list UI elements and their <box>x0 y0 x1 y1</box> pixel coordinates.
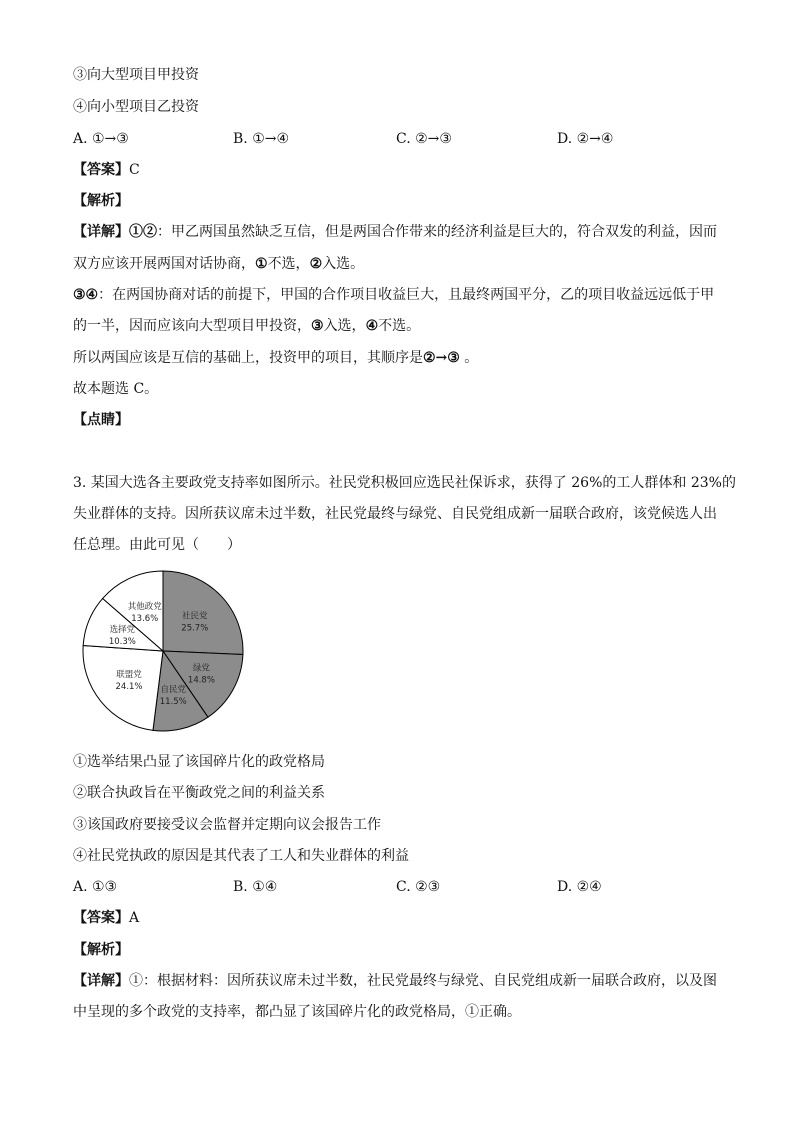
pie-label-5: 其他政党 <box>127 601 162 612</box>
q3-detail-tag: 【详解】 <box>73 973 129 989</box>
pie-value-label-3: 24.1% <box>115 681 143 692</box>
detail2-line2c: 入选， <box>323 318 366 334</box>
detail-paragraph-1 <box>73 222 717 242</box>
choice-d: D. ②→④ <box>557 131 614 147</box>
choice-a: A. ①→③ <box>73 131 129 147</box>
q3-answer-value: A <box>129 910 140 926</box>
conclusion-c: 。 <box>459 350 479 366</box>
conclusion-a: 所以两国应该是互信的基础上，投资甲的项目，其顺序是 <box>73 350 423 366</box>
detail1-line2c: 不选， <box>267 256 310 272</box>
party-support-pie-chart <box>78 568 248 734</box>
detail2-text: ：在两国协商对话的前提下，甲国的合作项目收益巨大，且最终两国平分，乙的项目收益远远低于甲 <box>98 287 715 303</box>
conclusion-b: ②→③ <box>423 350 460 366</box>
q3-stem-line2: 失业群体的支持。因所获议席未过半数，社民党最终与绿党、自民党组成新一届联合政府，该党候选人出 <box>73 506 717 522</box>
q3-choice-a: A. ①③ <box>73 879 118 895</box>
pie-label-4: 选择党 <box>109 625 136 636</box>
statement-3: ③该国政府要接受议会监督并定期向议会报告工作 <box>73 817 381 833</box>
pie-label-2: 自民党 <box>160 684 187 695</box>
detail1-line2a: 双方应该开展两国对话协商， <box>73 256 255 272</box>
pie-label-0: 社民党 <box>182 611 208 622</box>
q3-choice-d: D. ②④ <box>557 879 602 895</box>
conclusion-line <box>73 348 478 368</box>
q3-choice-c: C. ②③ <box>396 879 441 895</box>
detail1-line2b: ① <box>255 256 268 272</box>
choice-b: B. ①→④ <box>233 131 290 147</box>
detail1-line2d: ② <box>309 256 323 272</box>
detail-paragraph-2 <box>73 285 714 305</box>
q3-detail-line2: 中呈现的多个政党的支持率，都凸显了该国碎片化的政党格局，①正确。 <box>73 1004 521 1020</box>
statement-4: ④社民党执政的原因是其代表了工人和失业群体的利益 <box>73 848 409 864</box>
option-item-3: ③向大型项目甲投资 <box>73 67 199 83</box>
pie-value-label-0: 25.7% <box>181 623 209 634</box>
q3-answer-tag: 【答案】 <box>73 910 129 926</box>
detail2-line2d: ④ <box>365 318 379 334</box>
pie-value-label-5: 13.6% <box>131 613 159 624</box>
detail1-head: ①② <box>129 224 157 240</box>
statement-1: ①选举结果凸显了该国碎片化的政党格局 <box>73 754 325 770</box>
q3-analysis-tag: 【解析】 <box>73 942 129 958</box>
option-item-4: ④向小型项目乙投资 <box>73 99 199 115</box>
dianjing-tag: 【点睛】 <box>73 412 129 428</box>
q3-stem-line3: 任总理。由此可见（ ） <box>73 537 241 553</box>
pie-value-label-4: 10.3% <box>108 637 136 648</box>
choice-c: C. ②→③ <box>396 131 452 147</box>
detail-tag: 【详解】 <box>73 224 129 240</box>
detail2-head: ③④ <box>73 287 99 303</box>
q3-detail-text: ①：根据材料：因所获议席未过半数，社民党最终与绿党、自民党组成新一届联合政府，以及图 <box>129 973 717 989</box>
detail-paragraph-2-line2 <box>73 316 420 336</box>
answer-line <box>73 160 140 180</box>
q3-stem-line1: 3. 某国大选各主要政党支持率如图所示。社民党积极回应选民社保诉求，获得了 26%的工人群体和 23%的 <box>73 475 736 491</box>
detail-paragraph-1-line2 <box>73 254 364 274</box>
detail2-line2e: 不选。 <box>378 318 421 334</box>
statement-2: ②联合执政旨在平衡政党之间的利益关系 <box>73 785 325 801</box>
detail1-text: ：甲乙两国虽然缺乏互信，但是两国合作带来的经济利益是巨大的，符合双发的利益，因而 <box>157 224 717 240</box>
answer-tag: 【答案】 <box>73 162 129 178</box>
q3-detail-line1 <box>73 971 717 991</box>
answer-value: C <box>129 162 140 178</box>
detail2-line2a: 的一半，因而应该向大型项目甲投资， <box>73 318 311 334</box>
pie-label-1: 绿党 <box>192 663 210 674</box>
analysis-tag: 【解析】 <box>73 193 129 209</box>
final-answer-line: 故本题选 C。 <box>73 381 159 397</box>
pie-value-label-2: 11.5% <box>159 696 187 707</box>
detail2-line2b: ③ <box>311 318 324 334</box>
q3-choice-b: B. ①④ <box>233 879 278 895</box>
pie-chart-svg <box>78 568 248 734</box>
detail1-line2e: 入选。 <box>322 256 365 272</box>
pie-label-3: 联盟党 <box>116 669 142 680</box>
pie-value-label-1: 14.8% <box>187 675 215 686</box>
q3-answer-line <box>73 908 139 928</box>
